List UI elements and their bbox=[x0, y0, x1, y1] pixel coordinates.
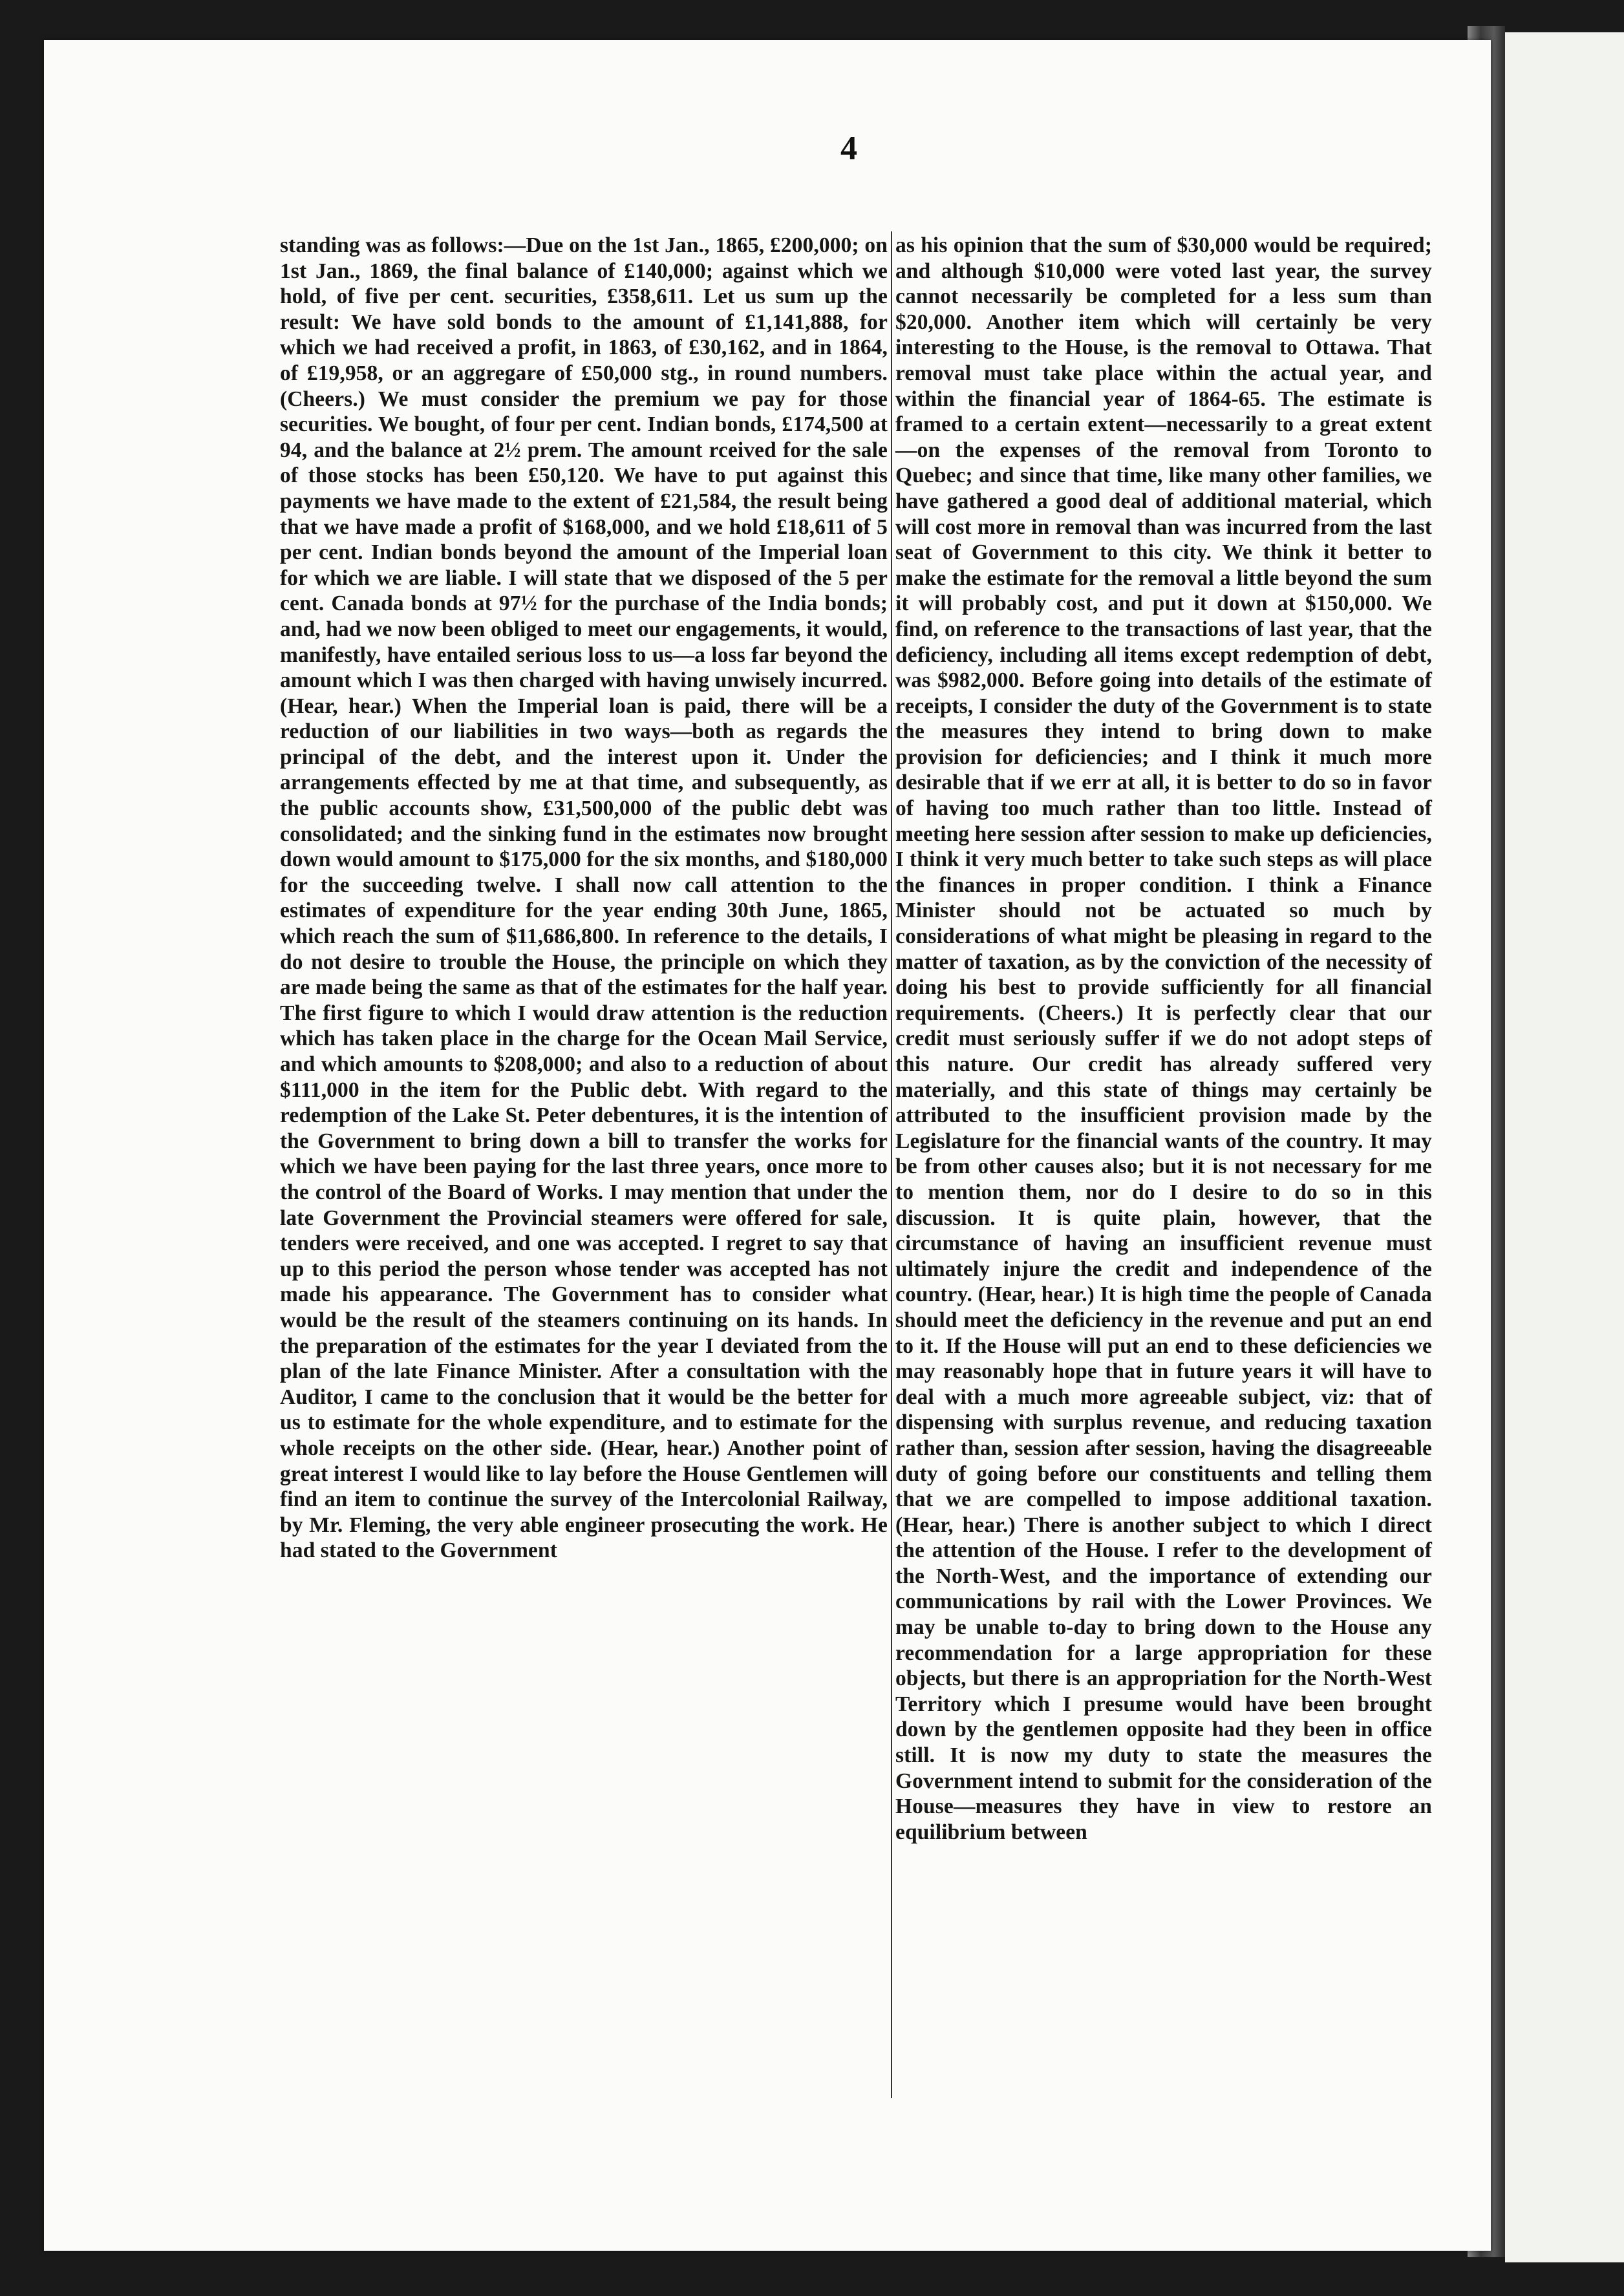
adjacent-page-edge bbox=[1505, 32, 1624, 2262]
text-column-right: as his opinion that the sum of $30,000 would be required; and although $10,000 were voted last year, the survey cannot necessarily be completed for a less sum than $20,000. Another item which will certainly be very interesting to the House, is the removal to Ottawa. That removal must take place within the actual year, and within the financial year of 1864-65. The estimate is framed to a certain extent—necessarily to a great extent—on the expenses of the removal from Toronto to Quebec; and since that time, like many other families, we have gathered a good deal of additional material, which will cost more in removal than was incurred from the last seat of Government to this city. We think it better to make the estimate for the removal a little beyond the sum it will probably cost, and put it down at $150,000. We find, on reference to the transactions of last year, that the deficiency, including all items except redemption of debt, was $982,000. Before going into details of the estimate of receipts, I consider the duty of the Government is to state the measures they intend to bring down to make provision for deficiencies; and I think it much more desirable that if we err at all, it is better to do so in favor of having too much rather than too little. Instead of meeting here session after session to make up deficiencies, I think it very much better to take such steps as will place the finances in proper condition. I think a Finance Minister should not be actuated so much by considerations of what might be pleasing in regard to the matter of taxation, as by the conviction of the necessity of doing his best to provide sufficiently for all financial requirements. (Cheers.) It is perfectly clear that our credit must seriously suffer if we do not adopt steps of this nature. Our credit has already suffered very materially, and this state of things may certainly be attributed to the insufficient provision made by the Legislature for the financial wants of the country. It may be from other causes also; but it is not necessary for me to mention them, nor do I desire to do so in this discussion. It is quite plain, however, that the circumstance of having an insufficient revenue must ultimately injure the credit and independence of the country. (Hear, hear.) It is high time the people of Canada should meet the deficiency in the revenue and put an end to it. If the House will put an end to these deficiencies we may reasonably hope that in future years it will have to deal with a much more agreeable subject, viz: that of dispensing with surplus revenue, and reducing taxation rather than, session after session, having the disagreeable duty of going before our constituents and telling them that we are compelled to impose additional taxation. (Hear, hear.) There is another subject to which I direct the attention of the House. I refer to the development of the North-West, and the importance of extending our communications by rail with the Lower Provinces. We may be unable to-day to bring down to the House any recommendation for a large appropriation for these objects, but there is an appropriation for the North-West Territory which I presume would have been brought down by the gentlemen opposite had they been in office still. It is now my duty to state the measures the Government intend to submit for the consideration of the House—measures they have in view to restore an equilibrium between bbox=[895, 233, 1432, 1844]
page-number: 4 bbox=[840, 130, 857, 167]
text-column-left: standing was as follows:—Due on the 1st Jan., 1865, £200,000; on 1st Jan., 1869, the final balance of £140,000; against which we hold, of five per cent. securities, £358,611. Let us sum up the result: We have sold bonds to the amount of £1,141,888, for which we had received a profit, in 1863, of £30,162, and in 1864, of £19,958, or an aggregare of £50,000 stg., in round numbers. (Cheers.) We must consider the premium we pay for those securities. We bought, of four per cent. Indian bonds, £174,500 at 94, and the balance at 2½ prem. The amount rceived for the sale of those stocks has been £50,120. We have to put against this payments we have made to the extent of £21,584, the result being that we have made a profit of $168,000, and we hold £18,611 of 5 per cent. Indian bonds beyond the amount of the Imperial loan for which we are liable. I will state that we disposed of the 5 per cent. Canada bonds at 97½ for the purchase of the India bonds; and, had we now been obliged to meet our engagements, it would, manifestly, have entailed serious loss to us—a loss far beyond the amount which I was then charged with having unwisely incurred. (Hear, hear.) When the Imperial loan is paid, there will be a reduction of our liabilities in two ways—both as regards the principal of the debt, and the interest upon it. Under the arrangements effected by me at that time, and subsequently, as the public accounts show, £31,500,000 of the public debt was consolidated; and the sinking fund in the estimates now brought down would amount to $175,000 for the six months, and $180,000 for the succeeding twelve. I shall now call attention to the estimates of expenditure for the year ending 30th June, 1865, which reach the sum of $11,686,800. In reference to the details, I do not desire to trouble the House, the principle on which they are made being the same as that of the estimates for the half year. The first figure to which I would draw attention is the reduction which has taken place in the charge for the Ocean Mail Service, and which amounts to $208,000; and also to a reduction of about $111,000 in the item for the Public debt. With regard to the redemption of the Lake St. Peter debentures, it is the intention of the Government to bring down a bill to transfer the works for which we have been paying for the last three years, once more to the control of the Board of Works. I may mention that under the late Government the Provincial steamers were offered for sale, tenders were received, and one was accepted. I regret to say that up to this period the person whose tender was accepted has not made his appearance. The Government has to consider what would be the result of the steamers continuing on its hands. In the preparation of the estimates for the year I deviated from the plan of the late Finance Minister. After a consultation with the Auditor, I came to the conclusion that it would be the better for us to estimate for the whole expenditure, and to estimate for the whole receipts on the other side. (Hear, hear.) Another point of great interest I would like to lay before the House Gentlemen will find an item to continue the survey of the Intercolonial Railway, by Mr. Fleming, the very able engineer prosecuting the work. He had stated to the Government bbox=[280, 233, 888, 1563]
column-divider bbox=[891, 231, 892, 2098]
